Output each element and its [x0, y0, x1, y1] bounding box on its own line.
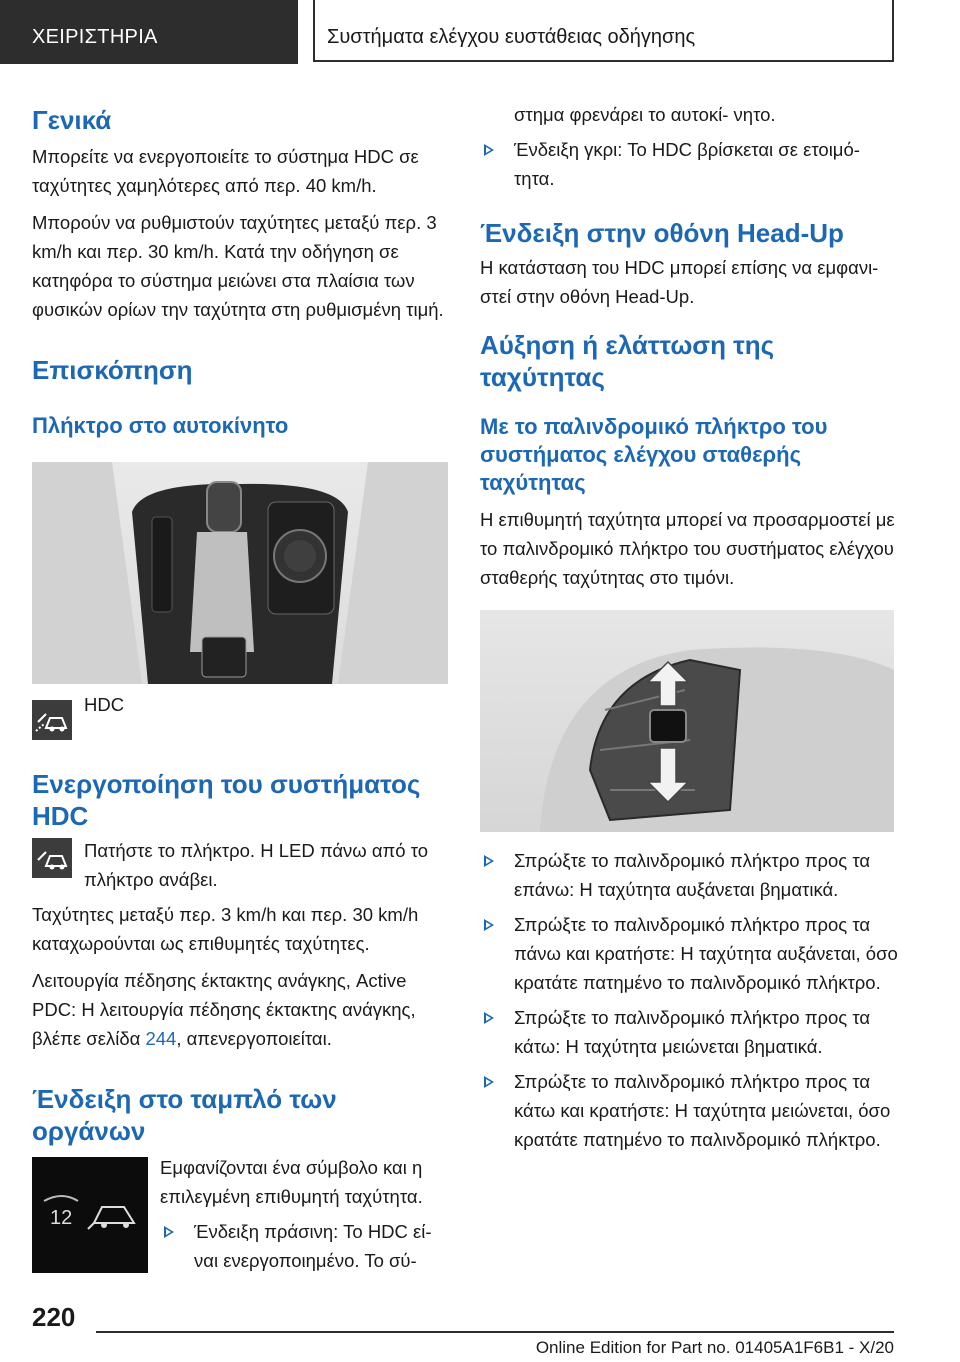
- heading-button-in-car: Πλήκτρο στο αυτοκίνητο: [32, 413, 289, 438]
- list-item: Σπρώξτε το παλινδρομικό πλήκτρο προς τα επάνω: Η ταχύτητα αυξάνεται βηματικά.: [480, 846, 900, 904]
- hdc-icon-small: [32, 838, 72, 878]
- section-tab: [0, 0, 298, 64]
- para-head-up: Η κατάσταση του HDC μπορεί επίσης να εμφανι- στεί στην οθόνη Head-Up.: [480, 257, 879, 307]
- para-activation-speed: Μπορείτε να ενεργοποιείτε το σύστημα HDC σε ταχύτητες χαμηλότερες από περ. 40 km/h.: [32, 146, 419, 196]
- para-desired-speeds: Ταχύτητες μεταξύ περ. 3 km/h και περ. 30 km/h καταχωρούνται ως επιθυμητές ταχύτητες.: [32, 904, 419, 954]
- rocker-illustration: [480, 610, 894, 832]
- rocker-list: [480, 846, 900, 1154]
- heading-overview: Επισκόπηση: [32, 355, 193, 385]
- page-link-244[interactable]: 244: [145, 1028, 177, 1049]
- bullet-triangle-icon: [484, 1012, 494, 1024]
- para-press-button: Πατήστε το πλήκτρο. Η LED πάνω από το πλήκτρο ανάβει.: [84, 840, 429, 890]
- cluster-speed-value: 12: [50, 1207, 73, 1229]
- para-rocker: Η επιθυμητή ταχύτητα μπορεί να προσαρμοστεί με το παλινδρομικό πλήκτρο του συστήματος ελέγχου σταθερής ταχύτητας στο τιμόνι.: [480, 509, 895, 588]
- para-symbol-shown: Εμφανίζονται ένα σύμβολο και η επιλεγμένη επιθυμητή ταχύτητα.: [160, 1157, 423, 1207]
- para-list-continuation: στημα φρενάρει το αυτοκί- νητο.: [514, 104, 776, 125]
- chapter-tab: [313, 0, 894, 62]
- cluster-display-image: [32, 1157, 148, 1273]
- list-item: Σπρώξτε το παλινδρομικό πλήκτρο προς τα κάτω: Η ταχύτητα μειώνεται βηματικά.: [480, 1003, 900, 1061]
- console-illustration: [32, 462, 448, 684]
- para-speed-range: Μπορούν να ρυθμιστούν ταχύτητες μεταξύ περ. 3 km/h και περ. 30 km/h. Κατά την οδήγηση σε κατηφόρα το σύστημα μειώνει στα πλαίσια των φυσικών ορίων την ταχύτητα στη ρυθμισμένη τιμή.: [32, 212, 444, 320]
- chapter-title: Συστήματα ελέγχου ευστάθειας οδήγησης: [327, 26, 696, 48]
- hdc-symbol-row: [32, 694, 448, 744]
- heading-increase-decrease: Αύξηση ή ελάττωση της ταχύτητας: [480, 330, 775, 392]
- cluster-block: [32, 1157, 448, 1277]
- page-number: 220: [32, 1302, 76, 1332]
- left-column: [32, 98, 448, 1277]
- heading-instrument-cluster: Ένδειξη στο ταμπλό των οργάνων: [32, 1084, 337, 1146]
- list-item: Ένδειξη γκρι: Το HDC βρίσκεται σε ετοιμό- τητα.: [480, 135, 900, 193]
- para-emergency-brake: Λειτουργία πέδησης έκτακτης ανάγκης, Active PDC: Η λειτουργία πέδησης έκτακτης ανάγκης, βλέπε σελίδα 244, απενεργοποιείται.: [32, 970, 416, 1049]
- center-console-photo: [32, 462, 448, 684]
- list-item: Σπρώξτε το παλινδρομικό πλήκτρο προς τα κάτω και κρατήστε: Η ταχύτητα μειώνεται, όσο κρατάτε πατημένο το παλινδρομικό πλήκτρο.: [480, 1067, 900, 1154]
- bullet-triangle-icon: [484, 144, 494, 156]
- bullet-triangle-icon: [484, 919, 494, 931]
- list-item: Σπρώξτε το παλινδρομικό πλήκτρο προς τα πάνω και κρατήστε: Η ταχύτητα αυξάνεται, όσο κρατάτε πατημένο το παλινδρομικό πλήκτρο.: [480, 910, 900, 997]
- hdc-icon: [32, 700, 72, 740]
- heading-head-up: Ένδειξη στην οθόνη Head-Up: [480, 218, 844, 248]
- hdc-label: HDC: [84, 694, 125, 715]
- right-column: [480, 100, 900, 1154]
- heading-general: Γενικά: [32, 105, 112, 135]
- section-title: ΧΕΙΡΙΣΤΗΡΙΑ: [32, 26, 158, 48]
- steering-wheel-photo: [480, 610, 894, 832]
- bullet-triangle-icon: [484, 1076, 494, 1088]
- footer-divider: [96, 1331, 894, 1333]
- press-row: [32, 836, 448, 894]
- heading-rocker-switch: Με το παλινδρομικό πλήκτρο του συστήματος ελέγχου σταθερής ταχύτητας: [480, 414, 828, 495]
- list-item: Ένδειξη πράσινη: Το HDC εί- ναι ενεργοποιημένο. Το σύ-: [160, 1217, 452, 1275]
- heading-activate-hdc: Ενεργοποίηση του συστήματος HDC: [32, 769, 421, 831]
- edition-text: Online Edition for Part no. 01405A1F6B1 - X/20: [535, 1338, 894, 1357]
- bullet-triangle-icon: [484, 855, 494, 867]
- bullet-triangle-icon: [164, 1226, 174, 1238]
